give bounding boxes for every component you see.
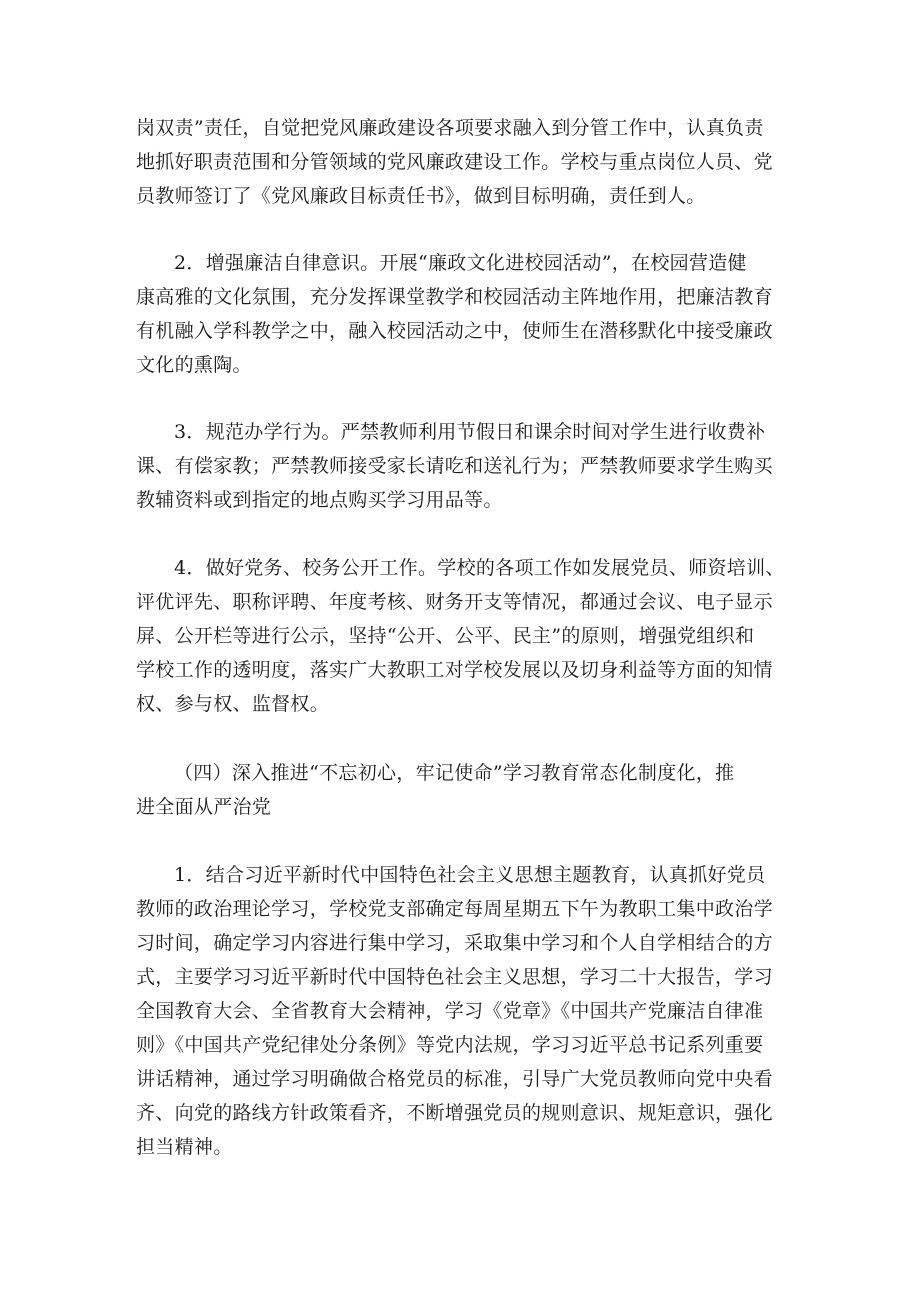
text-line: 讲话精神，通过学习明确做合格党员的标准，引导广大党员教师向党中央看 [136, 1068, 773, 1090]
text-line: 教辅资料或到指定的地点购买学习用品等。 [136, 489, 503, 511]
text-line: 课、有偿家教；严禁教师接受家长请吃和送礼行为；严禁教师要求学生购买 [136, 455, 773, 477]
text-line: 岗双责”责任，自觉把党风廉政建设各项要求融入到分管工作中，认真负责 [136, 117, 764, 139]
text-line: 则》《中国共产党纪律处分条例》等党内法规，学习习近平总书记系列重要 [136, 1034, 764, 1056]
text-line: 评优评先、职称评聘、年度考核、财务开支等情况，都通过会议、电子显示 [136, 591, 773, 613]
text-line: 学校工作的透明度，落实广大教职工对学校发展以及切身利益等方面的知情 [136, 659, 773, 681]
text-line: 文化的熏陶。 [136, 354, 252, 376]
text-line: 1．结合习近平新时代中国特色社会主义思想主题教育，认真抓好党员 [174, 864, 766, 886]
text-line: 习时间，确定学习内容进行集中学习，采取集中学习和个人自学相结合的方 [136, 932, 773, 954]
text-line: 2．增强廉洁自律意识。开展“廉政文化进校园活动”，在校园营造健 [174, 252, 747, 274]
paragraph-responsibility-continuation [136, 111, 796, 213]
text-line: 权、参与权、监督权。 [136, 693, 330, 715]
text-line: 式，主要学习习近平新时代中国特色社会主义思想，学习二十大报告，学习 [136, 966, 773, 988]
paragraph-item-3-regulate-schooling [136, 415, 796, 517]
text-line: 屏、公开栏等进行公示，坚持“公开、公平、民主”的原则，增强党组织和 [136, 625, 755, 647]
paragraph-item-2-self-discipline [136, 246, 796, 382]
paragraph-item-4-public-affairs [136, 551, 796, 721]
text-line: 3．规范办学行为。严禁教师利用节假日和课余时间对学生进行收费补 [174, 421, 766, 443]
paragraph-item-1-theory-study [136, 858, 796, 1164]
text-line: （四）深入推进“不忘初心，牢记使命”学习教育常态化制度化，推 [174, 762, 735, 784]
text-line: 员教师签订了《党风廉政目标责任书》，做到目标明确，责任到人。 [136, 185, 706, 207]
text-line: 全国教育大会、全省教育大会精神，学习《党章》《中国共产党廉洁自律准 [136, 1000, 764, 1022]
text-line: 康高雅的文化氛围，充分发挥课堂教学和校园活动主阵地作用，把廉洁教育 [136, 286, 773, 308]
text-line: 进全面从严治党 [136, 796, 272, 818]
text-line: 担当精神。 [136, 1136, 233, 1158]
text-line: 有机融入学科教学之中，融入校园活动之中，使师生在潜移默化中接受廉政 [136, 320, 773, 342]
text-line: 教师的政治理论学习，学校党支部确定每周星期五下午为教职工集中政治学 [136, 898, 773, 920]
text-line: 地抓好职责范围和分管领域的党风廉政建设工作。学校与重点岗位人员、党 [136, 151, 773, 173]
section-heading-4 [136, 756, 796, 824]
text-line: 齐、向党的路线方针政策看齐，不断增强党员的规则意识、规矩意识，强化 [136, 1102, 773, 1124]
text-line: 4．做好党务、校务公开工作。学校的各项工作如发展党员、师资培训、 [174, 557, 785, 579]
